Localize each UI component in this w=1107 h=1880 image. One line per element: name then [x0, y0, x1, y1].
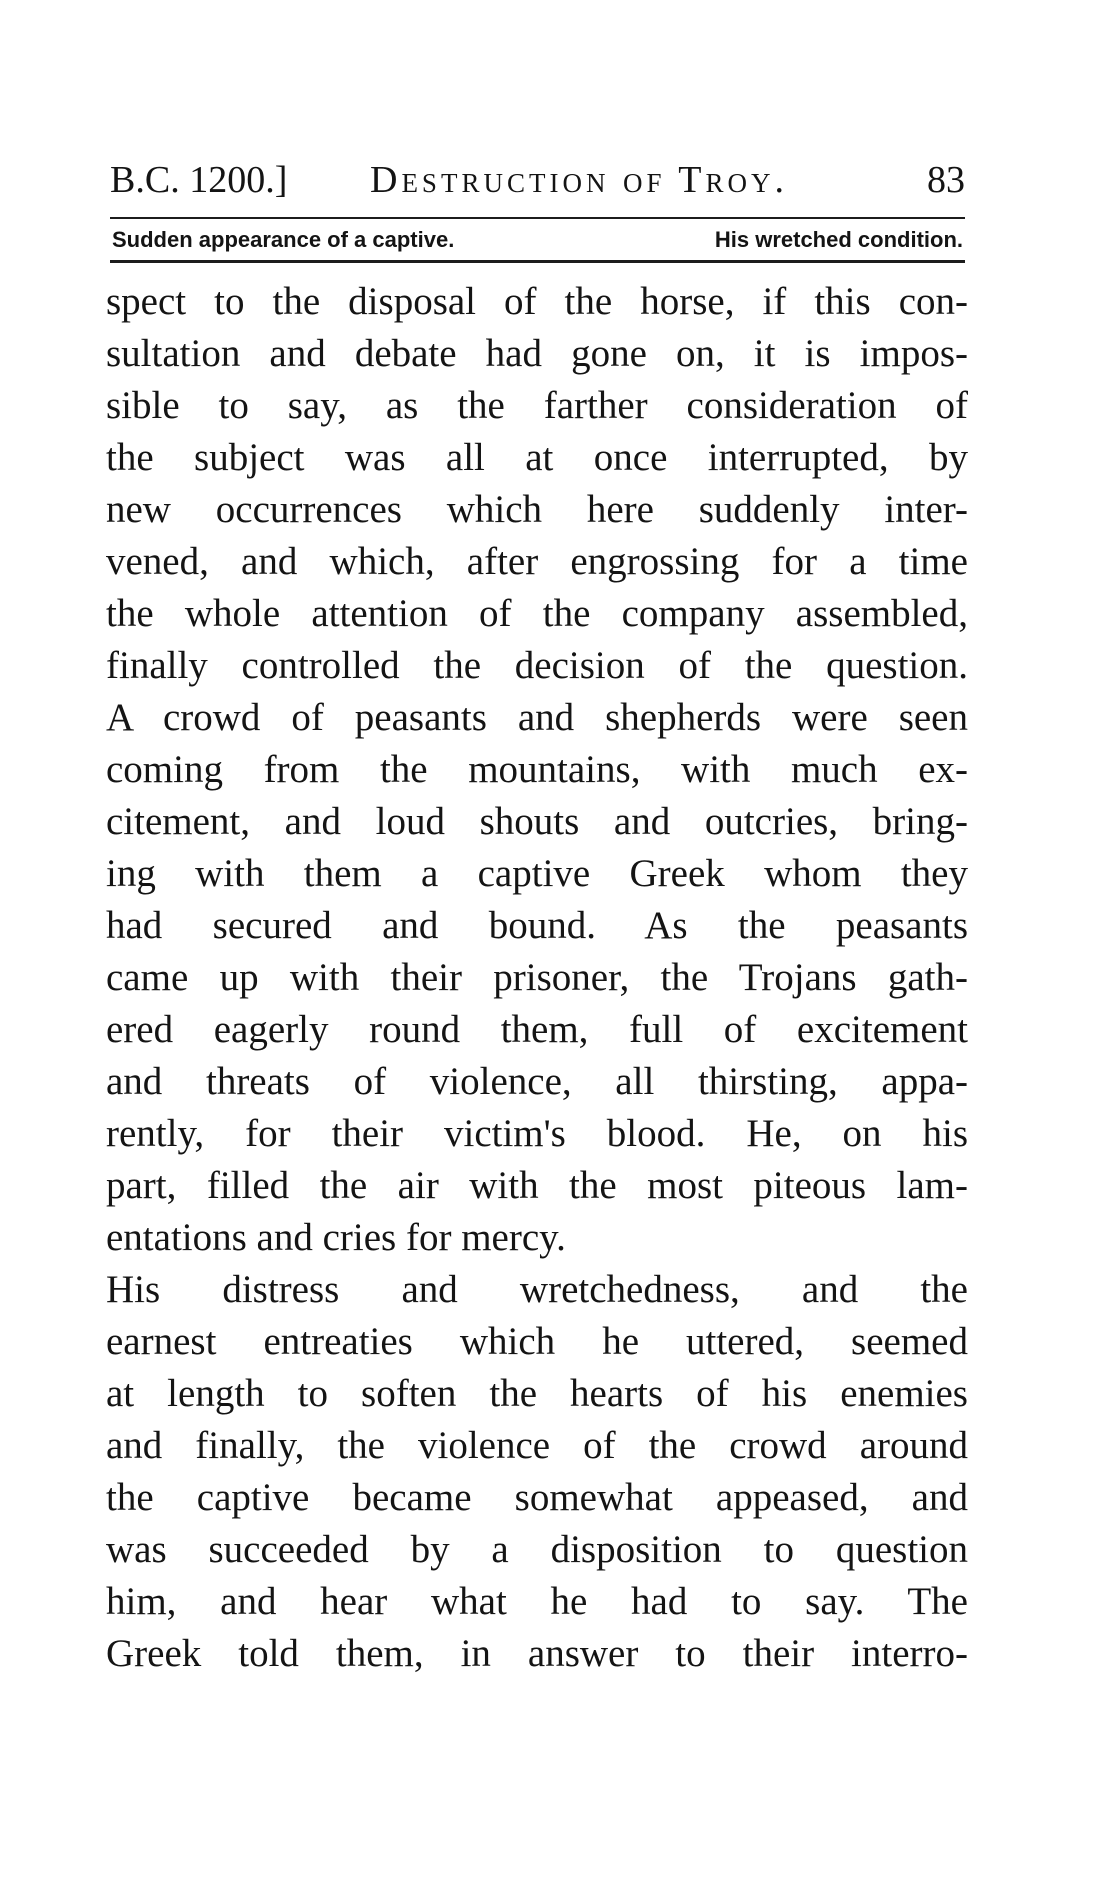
text-line: earnest entreaties which he uttered, seemed — [106, 1320, 968, 1363]
text-line: sible to say, as the farther consideration of — [106, 384, 968, 427]
text-line: and finally, the violence of the crowd around — [106, 1424, 968, 1467]
paragraph-2 — [106, 1264, 968, 1680]
header-date: B.C. 1200.] — [110, 159, 288, 201]
text-line: the whole attention of the company assembled, — [106, 592, 968, 635]
subheader — [112, 222, 963, 258]
text-line: was succeeded by a disposition to question — [106, 1528, 968, 1571]
text-line: ing with them a captive Greek whom they — [106, 852, 968, 895]
header-title: Destruction of Troy. — [370, 159, 788, 201]
text-line: His distress and wretchedness, and the — [106, 1268, 968, 1311]
text-line: spect to the disposal of the horse, if this con- — [106, 280, 968, 323]
text-line: sultation and debate had gone on, it is impos- — [106, 332, 968, 375]
text-line: new occurrences which here suddenly inter- — [106, 488, 968, 531]
text-line: ered eagerly round them, full of excitement — [106, 1008, 968, 1051]
header-rule-top — [110, 217, 965, 219]
text-line: vened, and which, after engrossing for a time — [106, 540, 968, 583]
text-line: finally controlled the decision of the question. — [106, 644, 968, 687]
running-head — [110, 152, 965, 208]
text-line: A crowd of peasants and shepherds were seen — [106, 696, 968, 739]
text-line: citement, and loud shouts and outcries, bring- — [106, 800, 968, 843]
text-line: and threats of violence, all thirsting, appa- — [106, 1060, 968, 1103]
text-line: the subject was all at once interrupted, by — [106, 436, 968, 479]
body-text — [106, 276, 968, 1680]
subheader-left: Sudden appearance of a captive. — [112, 227, 455, 252]
page-number: 83 — [927, 159, 965, 201]
subheader-right: His wretched condition. — [714, 227, 963, 252]
text-line: had secured and bound. As the peasants — [106, 904, 968, 947]
text-line: entations and cries for mercy. — [106, 1216, 566, 1259]
header-rule-bottom — [110, 260, 965, 263]
text-line: part, filled the air with the most piteous lam- — [106, 1164, 968, 1207]
text-line: coming from the mountains, with much ex- — [106, 748, 968, 791]
text-line: came up with their prisoner, the Trojans gath- — [106, 956, 968, 999]
text-line: rently, for their victim's blood. He, on his — [106, 1112, 968, 1155]
text-line: him, and hear what he had to say. The — [106, 1580, 968, 1623]
text-line: the captive became somewhat appeased, and — [106, 1476, 968, 1519]
text-line: at length to soften the hearts of his enemies — [106, 1372, 968, 1415]
paragraph-1 — [106, 276, 968, 1264]
text-line: Greek told them, in answer to their interro- — [106, 1632, 968, 1675]
